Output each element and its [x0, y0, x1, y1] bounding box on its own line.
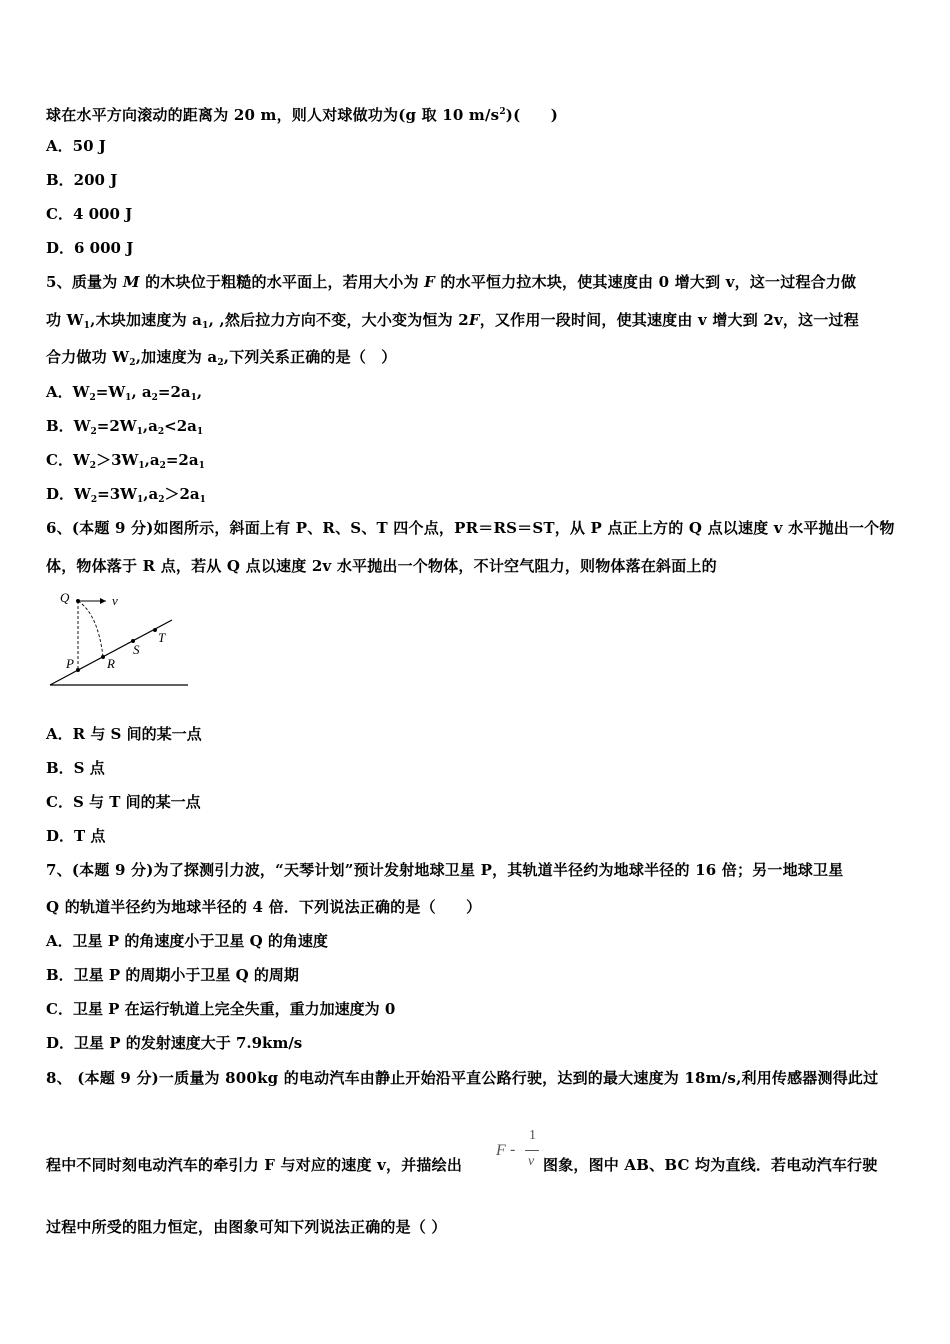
point-r [101, 655, 105, 659]
q6-option-a[interactable]: A．R 与 S 间的某一点 [46, 725, 202, 743]
q5-stem-line3: 合力做功 $W_2$,加速度为 $a_2$,下列关系正确的是（ ） [46, 348, 397, 368]
f-inverse-v-formula [494, 1128, 542, 1178]
point-p [76, 668, 80, 672]
formula-numerator: 1 [529, 1128, 536, 1143]
point-t [153, 628, 157, 632]
q5-option-c[interactable]: C．$W_2>3W_1,a_2=2a_1$ [46, 451, 205, 471]
formula-dash: - [510, 1141, 516, 1158]
label-p: P [66, 656, 74, 671]
label-s: S [133, 642, 140, 657]
q4-option-b[interactable]: B．200 J [46, 171, 118, 189]
q4-option-d[interactable]: D．6 000 J [46, 239, 134, 257]
q5-option-d[interactable]: D．$W_2=3W_1,a_2>2a_1$ [46, 485, 206, 505]
q4-option-a[interactable]: A．50 J [46, 137, 106, 155]
q6-option-d[interactable]: D．T 点 [46, 827, 106, 845]
q6-option-b[interactable]: B．S 点 [46, 759, 105, 777]
q5-option-a[interactable]: A．$W_2=W_1$, $a_2=2a_1$, [46, 383, 203, 403]
trajectory-curve [78, 601, 103, 657]
q7-stem-line2: Q 的轨道半径约为地球半径的 4 倍．下列说法正确的是（ ） [46, 898, 482, 916]
q8-stem-line1: 8、 (本题 9 分)一质量为 800kg 的电动汽车由静止开始沿平直公路行驶，达到的最大速度为 18m/s,利用传感器测得此过 [46, 1069, 879, 1087]
q6-option-c[interactable]: C．S 与 T 间的某一点 [46, 793, 201, 811]
q6-stem-line1: 6、(本题 9 分)如图所示，斜面上有 P、R、S、T 四个点，PR＝RS＝ST，从 P 点正上方的 Q 点以速度 v 水平抛出一个物 [46, 519, 895, 537]
label-q: Q [60, 590, 70, 605]
q7-option-a[interactable]: A．卫星 P 的角速度小于卫星 Q 的角速度 [46, 932, 328, 950]
q8-stem-line2b: 图象，图中 AB、BC 均为直线．若电动汽车行驶 [543, 1156, 878, 1174]
incline-figure [46, 586, 196, 692]
arrowhead-icon [100, 598, 106, 604]
formula-f: F [496, 1142, 506, 1159]
q4-stem: 球在水平方向滚动的距离为 20 m，则人对球做功为(g 取 10 $m/s^2$)( ) [46, 106, 559, 124]
formula-denominator: v [528, 1154, 535, 1169]
q8-stem-line2a: 程中不同时刻电动汽车的牵引力 F 与对应的速度 v，并描绘出 [46, 1156, 463, 1174]
formula-fraction-bar [525, 1150, 539, 1151]
q7-stem-line1: 7、(本题 9 分)为了探测引力波，“天琴计划”预计发射地球卫星 P，其轨道半径约为地球半径的 16 倍；另一地球卫星 [46, 861, 844, 879]
label-r: R [107, 656, 115, 671]
q6-stem-line2: 体，物体落于 R 点，若从 Q 点以速度 2v 水平抛出一个物体，不计空气阻力，则物体落在斜面上的 [46, 557, 717, 575]
q7-option-c[interactable]: C．卫星 P 在运行轨道上完全失重，重力加速度为 0 [46, 1000, 396, 1018]
label-v: v [112, 593, 118, 608]
point-q [76, 599, 80, 603]
q5-stem-line1: 5、质量为 M 的木块位于粗糙的水平面上，若用大小为 F 的水平恒力拉木块，使其速度由 0 增大到 v，这一过程合力做 [46, 273, 857, 291]
q4-option-c[interactable]: C．4 000 J [46, 205, 133, 223]
q7-option-d[interactable]: D．卫星 P 的发射速度大于 7.9km/s [46, 1034, 303, 1052]
q8-stem-line3: 过程中所受的阻力恒定，由图象可知下列说法正确的是（ ） [46, 1218, 447, 1236]
q7-option-b[interactable]: B．卫星 P 的周期小于卫星 Q 的周期 [46, 966, 299, 984]
label-t: T [158, 630, 166, 645]
q5-option-b[interactable]: B．$W_2=2W_1,a_2<2a_1$ [46, 417, 204, 437]
q5-stem-line2: 功 $W_1$,木块加速度为 $a_1$, ,然后拉力方向不变，大小变为恒为 2F，又作用一段时间，使其速度由 v 增大到 2v，这一过程 [46, 311, 859, 331]
